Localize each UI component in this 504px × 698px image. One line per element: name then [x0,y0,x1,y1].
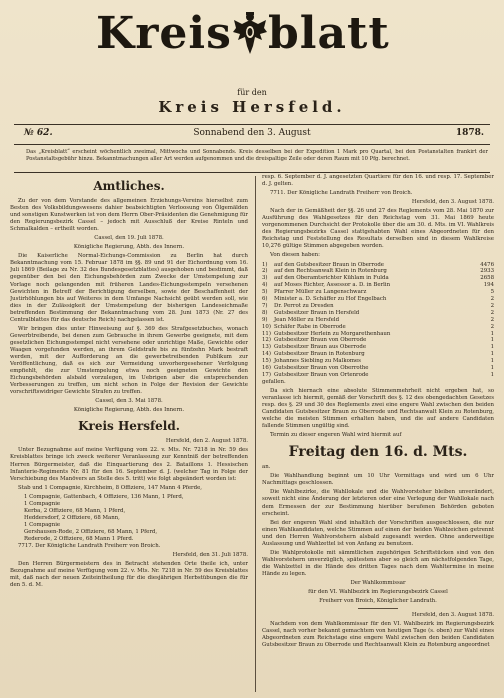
result-row [262,324,494,331]
result-candidate: Gutsbesitzer Braun in Hersfeld [274,309,360,316]
result-number: 16) [262,365,271,372]
result-votes: 5 [490,289,494,296]
result-row [262,262,494,269]
dateline: Hersfeld, den 3. August 1878. [411,199,494,206]
result-candidate: Jean Möller zu Hersfeld [274,316,340,323]
result-number: 10) [262,323,271,330]
section-heading-kreis-hersfeld: Kreis Hersfeld. [78,419,180,434]
result-row [262,358,494,365]
issue-year: 1878. [455,128,484,138]
result-candidate: Gutsbesitzer Braun in Rotenburg [274,351,365,358]
result-number: 2) [262,268,268,275]
issue-date: Sonnabend den 3. August [193,128,311,138]
right-column [262,174,494,694]
result-number: 6) [262,296,268,303]
masthead-title-left: Kreis [96,8,232,59]
result-row [262,365,494,372]
unit-list-item: Rederode, 2 Offiziere, 68 Mann 1 Pferd. [24,535,134,542]
article-paragraph: Die Wahlprotokolle mit sämmtlichen zugehörigen Schriftstücken sind von den Wahlvorstehern unverzüglich, spätestens aber so gleich am nächstfolgenden Tage, die Wahlzettel in die Hände des dritten Tages nach dem Wahltermine in meine Hände zu legen. [262,549,494,577]
dateline: Hersfeld, den 3. August 1878. [411,612,494,619]
eagle-emblem-icon [232,10,268,56]
unit-list-item: Heddersdorf, 2 Offiziere, 68 Mann, [24,514,120,521]
result-number: 7) [262,302,268,309]
result-number: 3) [262,275,268,282]
article-paragraph: Unter Bezugnahme auf meine Verfügung vom 22. v. Mts. Nr. 7218 in Nr. 59 des Kreisblattes bringe ich zweck weiterer Veranlassung zur Kenntniß der betreffenden Herren Bürgermeister, daß die Einquartierung des 2. Bataillons 1. Hessischen Infanterie-Regiments Nr. 81 für den 16. September d. J. (welcher Tag in Folge der Verschiebung des Manövers an Stelle des 5. tritt) wie folgt abgeändert worden ist: [10,447,248,482]
result-votes: 2 [490,316,494,323]
masthead [0,0,504,120]
result-votes: 2 [490,323,494,330]
article-paragraph: Zu der von dem Vorstande des allgemeinen Erziehungs-Vereins hierselbst zum Besten des Volksbildungswesens dahier beabsichtigten Verloosung von Ölgemälden und sonstigen Kunstwerken ist von dem Herrn Ober-Präsidenten die Genehmigung für den Regierungsbezirk Cassel – jedoch mit Ausschluß der Kreise Rinteln und Schmalkalden – ertheilt worden. [10,198,248,233]
result-candidate: Gutsbesitzer Braun aus Oberrode [274,344,367,351]
result-number: 15) [262,358,271,365]
result-votes: 1 [490,344,494,351]
result-votes: 2 [490,309,494,316]
result-number: 4) [262,282,268,289]
result-row [262,310,494,317]
article-paragraph: Bei der engeren Wahl sind inhaltlich der Vorschriften ausgeschlossen, die nur einen Wahlkandidaten, welche Stimmen auf einen der beiden Wahlzeichen getrennt und den Herren Wahlvorstehern alsbald zugesandt werden. Ohne anderweitige Auslassung und Wahlzettel ist von Anfang zu benutzen. [262,519,494,547]
result-candidate: auf den Gutsbesitzer Braun in Oberrode [274,261,384,268]
result-row [262,317,494,324]
dateline: Hersfeld, den 31. Juli 1878. [172,552,248,559]
unit-list-item: Gershausen-Rode, 2 Offiziere, 68 Mann, 1 Pferd, [24,528,158,535]
signature-number: 7717. [18,543,34,550]
result-votes: 1 [490,372,494,379]
signature-line [262,190,494,197]
masthead-title-right: blatt [268,8,390,59]
result-row [262,282,494,289]
election-results-body [262,262,494,379]
result-number: 8) [262,309,268,316]
unit-list-item: 1 Compagnie [24,521,61,528]
result-number: 13) [262,344,271,351]
result-number: 1) [262,261,268,268]
result-votes: 2658 [480,275,494,282]
signature-title: Der Wahlkommissar [350,580,406,586]
result-row [262,296,494,303]
top-rule [14,124,490,125]
masthead-kreisname: Kreis Hersfeld. [158,98,346,116]
signature: Freiherr von Broich, Königlicher Landrath. [319,598,437,605]
result-candidate: Gutsbesitzer Braun von Oberrothe [274,365,369,372]
publication-notice: Das „Kreisblatt“ erscheint wöchentlich zweimal, Mittwochs und Sonnabends. Kreis desselben bei der Expedition 1 Mark pro Quartal, bei den Postanstalten frankirt der Postanstaltsgebühr hinzu. Bekanntmachungen aller Art werden aufgenommen und die dreispaltige Zeile oder deren Raum mit 10 Pfg. berechnet. [26,149,488,162]
result-row [262,372,494,379]
article-paragraph: gefallen. [262,378,286,385]
result-row [262,337,494,344]
result-votes: 1 [490,351,494,358]
signature: Der Königliche Landrath Freiherr von Broich. [35,543,161,550]
article-paragraph: Nachdem von dem Wahlkommissar für den VI. Wahlbezirk im Regierungsbezirk Cassel, nach vorher bekannt gemachtem von heutigen Tage (s. oben) zur Wahl eines Abgeordneten zum Reichstage eine engere Wahl zwischen den beiden Candidaten Gutsbesitzer Braun zu Oberrode und Rechtsanwalt Klein zu Rotenburg angeordnet [262,621,494,649]
article-paragraph: Die Kaiserliche Normal-Eichungs-Commission zu Berlin hat durch Bekanntmachung vom 15. Februar 1878 im §§. 89 und 91 der Eichordnung vom 16. Juli 1869 (Beilage zu Nr. 32 des Bundesgesetzblattes) ausgehoben und bestimmt, daß gegenüber den bei den Eichungsbehörden zum Zwecke der Umstempelung zur Vorlage noch gelangenden mit früheren Landes-Eichungsstempeln versehenen Gewichten in Betreff der Berichtigung derselben, sowie der Beschaffenheit der Justirhöhlungen bis auf Weiteres in dem Umfange Nachsicht geübt werden soll, wie dies in der Zulässigkeit der Umstempelung der bisherigen Landeseichmaße betreffenden Bestimmung der Bekanntmachung vom 28. Juni 1873 (Nr. 27 des Centralblattes für das deutsche Reich) nachgelassen ist. [10,253,248,323]
article-paragraph: Die Wahlbezirke, die Wahllokale und die Wahlvorsteher bleiben unverändert, soweit nicht eine Änderung der letzteren oder eine Verlegung der Wahllokale nach dem Ermessen der zur Bestimmung hierüber berufenen Behörden geboten erscheint. [262,489,494,517]
result-row [262,351,494,358]
unit-list [10,494,248,543]
dateline: Hersfeld, den 2. August 1878. [165,438,248,445]
article-paragraph: Termin zu dieser engeren Wahl wird hiermit auf [270,432,402,439]
issue-line [14,128,490,142]
unit-list-item: 1 Compagnie, Gattenbach, 4 Offiziere, 136 Mann, 1 Pferd, [24,493,184,500]
unit-list-item: Kerba, 2 Offiziere, 68 Mann, 1 Pferd, [24,507,126,514]
result-candidate: Schäfer Rabe in Oberrode [274,323,346,330]
result-candidate: Gutsbesitzer Herlein zu Morgarethenhaun [274,330,391,337]
result-candidate: Dr. Perrot zu Dresden [274,302,334,309]
result-row [262,275,494,282]
section-separator [358,608,398,609]
result-candidate: Minister a. D. Schäffer zu Hof Engelbach [274,296,387,303]
masthead-fuer: für den [237,88,267,97]
result-candidate: Gutsbesitzer Braun von Oberrode [274,337,367,344]
intro-rule [14,172,490,173]
election-results-table [262,262,494,379]
result-votes: 1 [490,365,494,372]
result-candidate: Gutsbesitzer Braun von Ortenrode [274,372,369,379]
result-votes: 1 [490,337,494,344]
result-votes: 2 [490,296,494,303]
issue-number: № 62. [24,128,53,138]
result-candidate: Pfarrer Müller zu Langenschwarz [274,289,367,296]
result-candidate: Johannes Siebling zu Malkomes [274,358,361,365]
result-number: 14) [262,351,271,358]
signature-line [10,543,248,550]
result-row [262,331,494,338]
result-votes: 2933 [480,268,494,275]
unit-list-intro: Stab und 1 Compagnie, Kirchheim, 8 Offiziere, 147 Mann 4 Pferde, [18,484,202,491]
dateline: Cassel, den 3. Mai 1878. [95,398,163,405]
result-number: 5) [262,289,268,296]
result-votes: 194 [483,282,494,289]
signature: Königliche Regierung, Abth. des Innern. [73,244,185,251]
signature: Der Königliche Landrath Freiherr von Broich. [287,190,413,197]
article-paragraph: Von diesen haben: [270,252,320,259]
result-row [262,268,494,275]
result-candidate: auf den Rechtsanwalt Klein in Rotenburg [274,268,387,275]
article-paragraph: an. [262,464,271,471]
result-votes: 1 [490,330,494,337]
result-candidate: auf Moses Richter, Assessor a. D. in Berlin [274,282,391,289]
article-paragraph: Den Herren Bürgermeistern des in Betracht stehenden Orte theile ich, unter Bezugnahme auf meine Verfügung vom 22. v. Mts. Nr. 7218 in Nr. 59 des Kreisblattes mit, daß nach der neuen Zeiteintheilung für die diesjährigen Herbstübungen die für den 5. d. M. [10,561,248,589]
result-votes: 4476 [480,261,494,268]
result-votes: 2 [490,302,494,309]
result-number: 9) [262,316,268,323]
result-number: 12) [262,337,271,344]
column-divider [255,176,256,692]
issue-rule [14,144,490,145]
unit-list-item: 1 Compagnie [24,500,61,507]
result-row [262,289,494,296]
result-number: 11) [262,330,271,337]
article-paragraph: Nach der in Gemäßheit der §§. 26 und 27 des Reglements vom 28. Mai 1870 zur Ausführung des Wahlgesetzes für den Reichstag vom 31. Mai 1869 heute vorgenommenen Durchsicht der Protokolle über die am 30. d. Mts. im VI. Wahlkreis des Regierungsbezirks Cassel stattgehabten Wahl eines Abgeordneten für den Reichstag und Feststellung des Resultats derselben sind in diesem Wahlkreise 10,276 gültige Stimmen abgegeben worden. [262,208,494,250]
election-date-heading: Freitag den 16. d. Mts. [288,444,468,461]
article-paragraph: resp. 6. September d. J. angesetzten Quartiere für den 16. und resp. 17. September d. J. gelten. [262,174,494,188]
article-paragraph: Da sich hiernach eine absolute Stimmenmehrheit nicht ergeben hat, so veranlasse ich hiermit, gemäß der Vorschrift des §. 12 des obengedachten Gesetzes resp. des §. 29 und 30 des Reglements zwei eine engere Wahl zwischen den beiden Candidaten Gutsbesitzer Braun zu Oberrode und Rechtsanwalt Klein zu Rotenburg, welche die meisten Stimmen erhalten haben, und die auf andere Candidaten fallende Stimmen ungültig sind. [262,387,494,430]
signature-number: 7711. [270,190,286,197]
signature: Königliche Regierung, Abth. des Innern. [73,407,185,414]
article-paragraph: Wir bringen dies unter Hinweisung auf §. 369 des Strafgesetzbuches, wonach Gewerbtreibende, bei denen zum Gebrauche in ihrem Gewerbe geeignete, mit dem gesetzlichen Eichungsstempel nicht versehene oder unrichtige Maße, Gewichte oder Waagen vorgefunden werden, an ihrem Geldstrafe bis zu fünfzehn Mark bestraft werden, mit der Aufforderung an die gewerbetreibenden Publikum zur Veröffentlichung, daß es sich zur Vermeidung unvorhergesehener Verfolgung empfiehlt, die zur Umstempelung etwa noch geeigneten Gewichte den Eichungsbehörden alsbald vorzulegen, im Uebrigen aber die entsprechenden Verbesserungen zu treffen, um nicht schon in Folge der Revision der Gewichte vorschriftswidriger Gewichte Strafen zu treffen. [10,325,248,396]
dateline: Cassel, den 19. Juli 1878. [94,235,164,242]
result-row [262,303,494,310]
result-number: 17) [262,372,271,379]
section-heading-amtliches: Amtliches. [93,179,165,193]
article-paragraph: Die Wahlhandlung beginnt um 10 Uhr Vormittags und wird um 6 Uhr Nachmittags geschlossen. [262,473,494,487]
result-votes: 1 [490,358,494,365]
signature-subtitle: für den VI. Wahlbezirk im Regierungsbezirk Cassel [308,589,448,596]
left-column [10,174,248,694]
result-candidate: auf den Oberamtsrichter Kühlam in Fulda [274,275,389,282]
result-row [262,344,494,351]
